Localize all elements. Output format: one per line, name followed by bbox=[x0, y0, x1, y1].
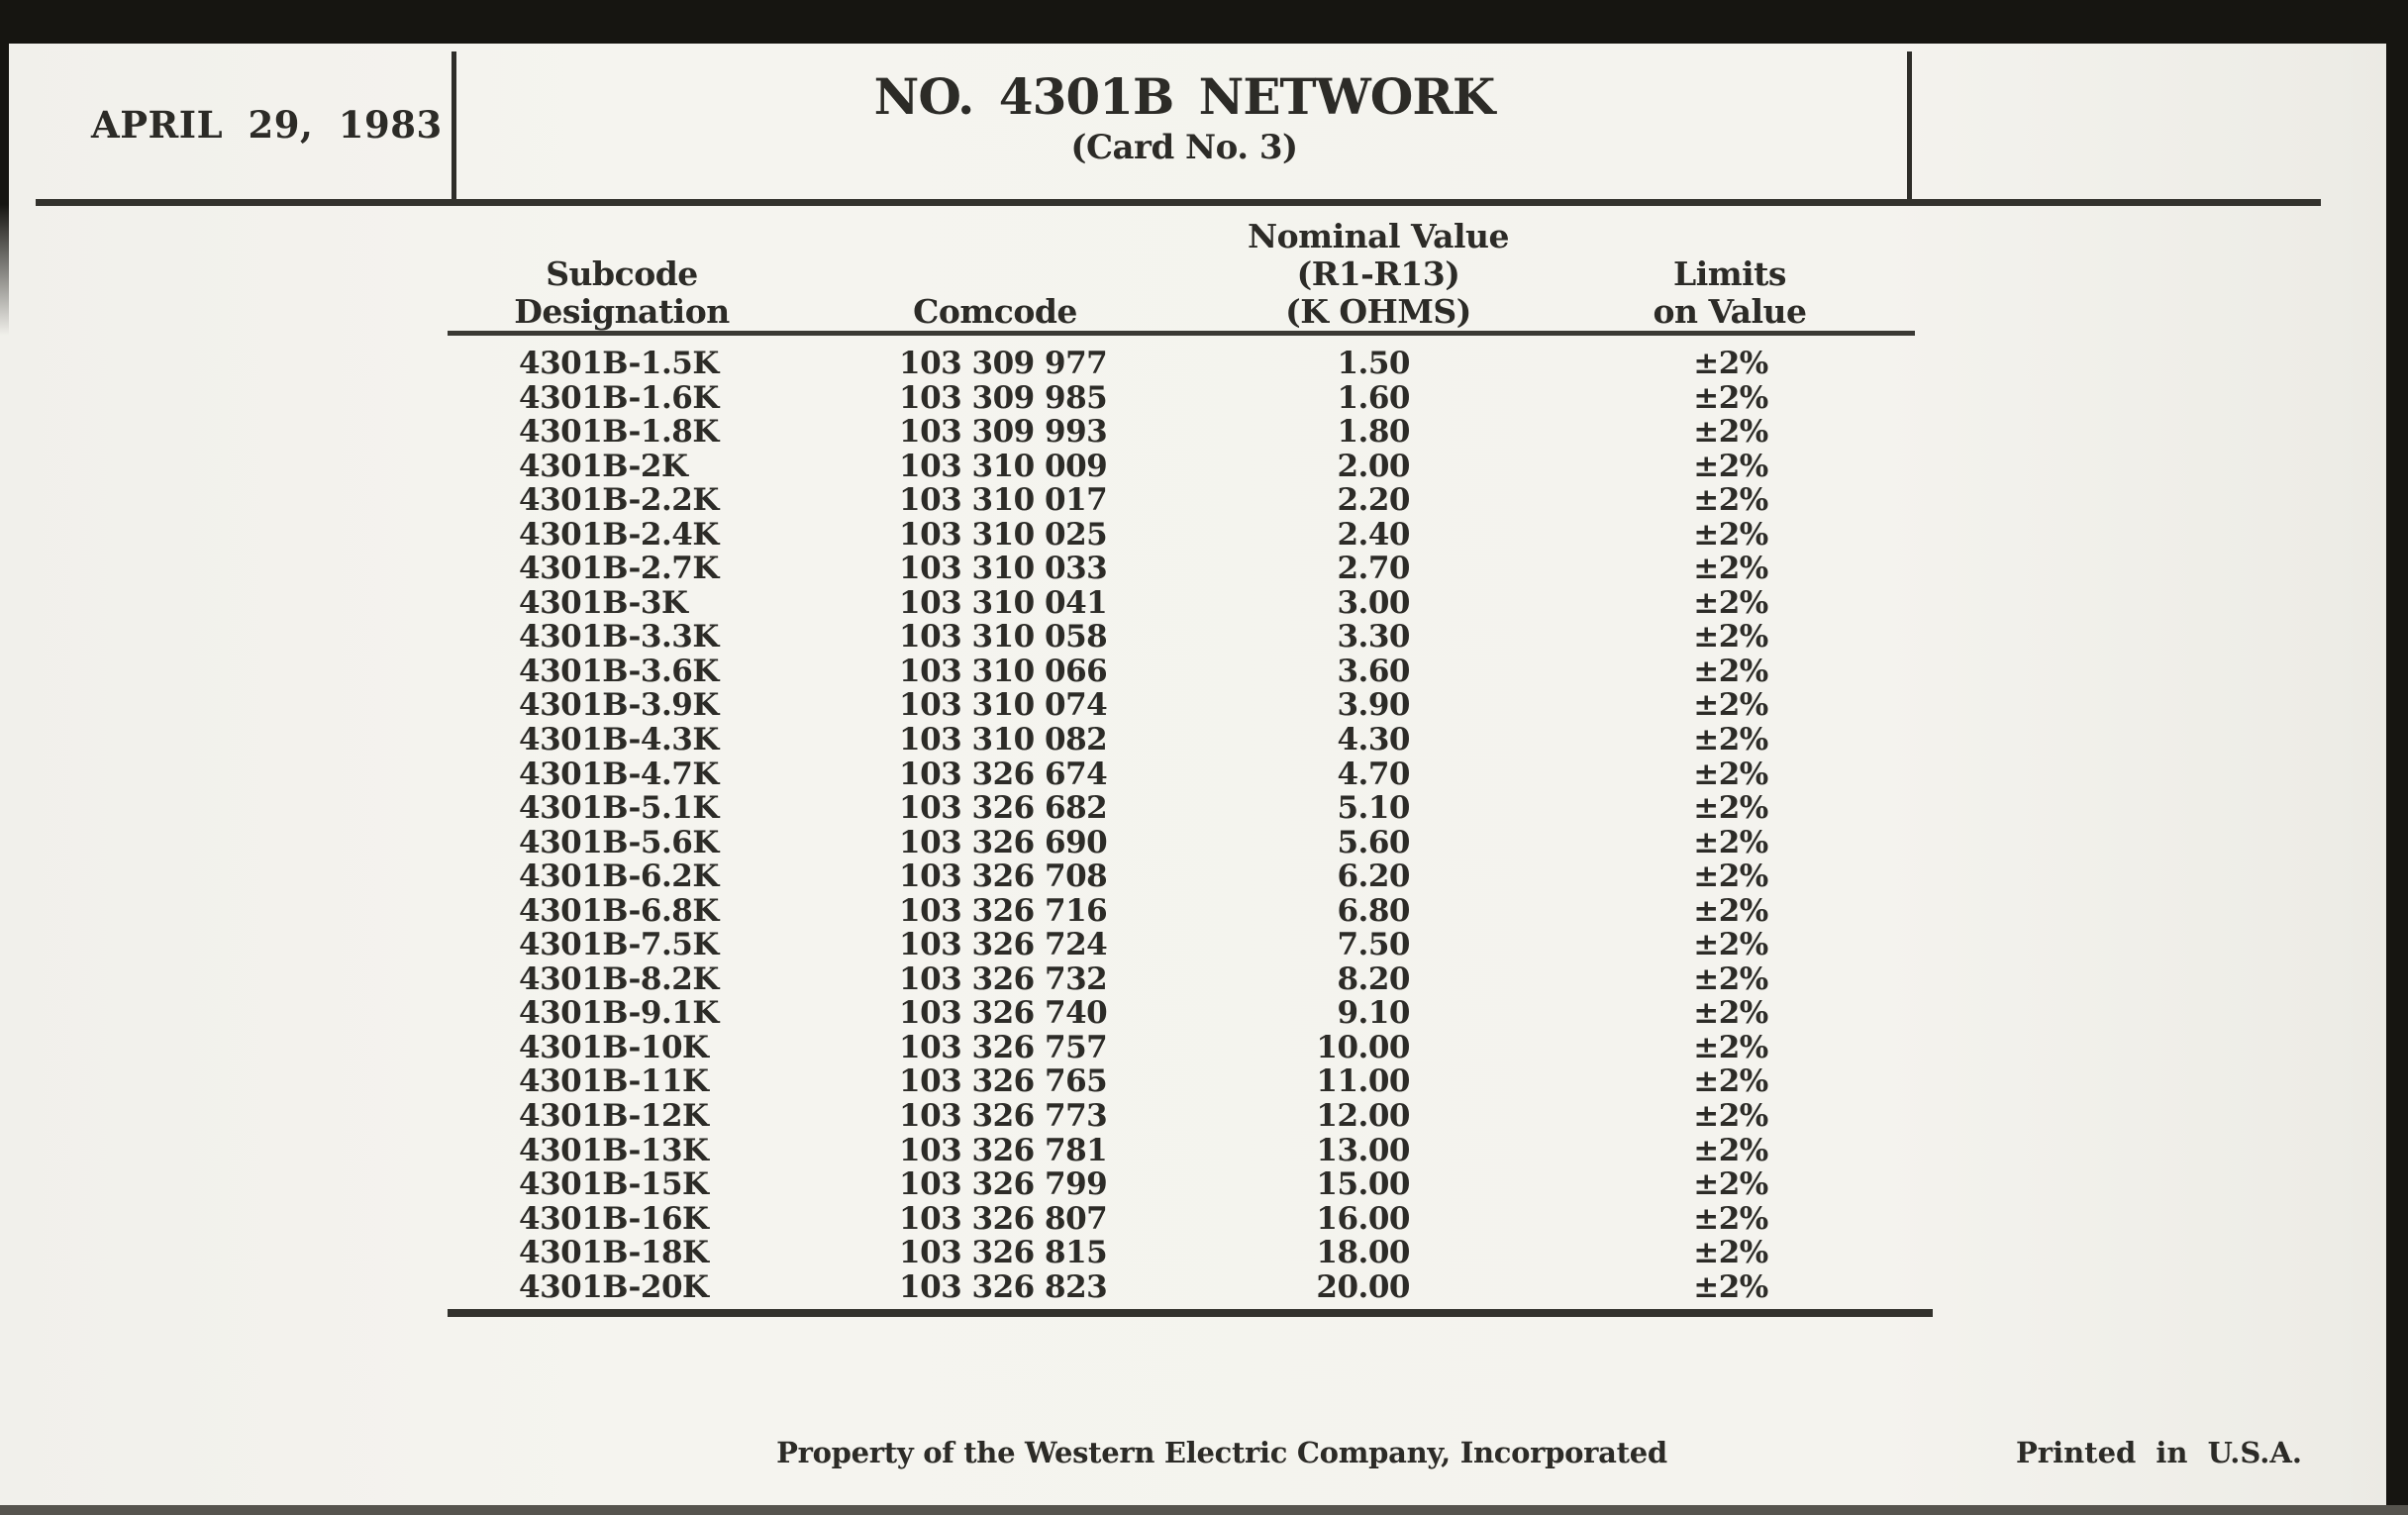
subcode-cell: 4301B-18K bbox=[519, 1235, 709, 1271]
nominal-value-cell: 3.60 bbox=[1337, 653, 1410, 689]
subcode-cell: 4301B-3.3K bbox=[519, 619, 719, 656]
comcode-cell: 103 309 985 bbox=[899, 379, 1108, 416]
subcode-cell: 4301B-15K bbox=[519, 1166, 709, 1203]
subcode-cell: 4301B-7.5K bbox=[519, 927, 719, 963]
limits-cell: ±2% bbox=[1693, 1200, 1768, 1237]
subcode-cell: 4301B-1.5K bbox=[519, 346, 719, 381]
nominal-value-cell: 3.00 bbox=[1337, 584, 1410, 621]
limits-cell: ±2% bbox=[1693, 756, 1768, 792]
limits-cell: ±2% bbox=[1693, 960, 1768, 997]
comcode-cell: 103 326 708 bbox=[899, 858, 1108, 895]
nominal-value-cell: 10.00 bbox=[1316, 1029, 1410, 1065]
table-header-underline bbox=[448, 331, 1915, 336]
table-row bbox=[448, 826, 1925, 860]
table-row bbox=[448, 758, 1925, 792]
comcode-cell: 103 326 765 bbox=[899, 1063, 1108, 1100]
limits-cell: ±2% bbox=[1693, 687, 1768, 724]
scan-edge-bottom bbox=[0, 1505, 2408, 1515]
nominal-value-cell: 16.00 bbox=[1316, 1200, 1410, 1237]
nominal-value-cell: 12.00 bbox=[1316, 1098, 1410, 1135]
scan-edge-left bbox=[0, 44, 9, 336]
nominal-value-cell: 7.50 bbox=[1337, 927, 1410, 963]
comcode-cell: 103 326 781 bbox=[899, 1132, 1108, 1168]
comcode-cell: 103 310 066 bbox=[899, 653, 1108, 689]
table-row bbox=[448, 688, 1925, 723]
limits-cell: ±2% bbox=[1693, 927, 1768, 963]
nominal-value-cell: 5.10 bbox=[1337, 790, 1410, 827]
table-row bbox=[448, 655, 1925, 689]
table-row bbox=[448, 1202, 1925, 1237]
subcode-cell: 4301B-5.6K bbox=[519, 824, 719, 860]
nominal-value-cell: 5.60 bbox=[1337, 824, 1410, 860]
limits-cell: ±2% bbox=[1693, 995, 1768, 1032]
limits-cell: ±2% bbox=[1693, 824, 1768, 860]
column-header-line: Limits bbox=[1672, 254, 1787, 293]
comcode-cell: 103 310 017 bbox=[899, 482, 1108, 519]
table-bottom-rule bbox=[448, 1309, 1933, 1317]
limits-cell: ±2% bbox=[1693, 1132, 1768, 1168]
table-row bbox=[448, 859, 1925, 894]
nominal-value-cell: 3.30 bbox=[1337, 619, 1410, 656]
nominal-value-cell: 4.70 bbox=[1337, 756, 1410, 792]
comcode-cell: 103 310 025 bbox=[899, 516, 1108, 553]
table-row bbox=[448, 928, 1925, 962]
column-header-line: on Value bbox=[1653, 292, 1807, 331]
comcode-cell: 103 326 823 bbox=[899, 1268, 1108, 1305]
table-row bbox=[448, 347, 1925, 381]
comcode-cell: 103 326 732 bbox=[899, 960, 1108, 997]
comcode-cell: 103 310 082 bbox=[899, 722, 1108, 758]
subcode-cell: 4301B-6.8K bbox=[519, 892, 719, 929]
nominal-value-cell: 20.00 bbox=[1316, 1268, 1410, 1305]
nominal-value-cell: 2.70 bbox=[1337, 551, 1410, 587]
comcode-cell: 103 326 724 bbox=[899, 927, 1108, 963]
comcode-cell: 103 326 690 bbox=[899, 824, 1108, 860]
limits-cell: ±2% bbox=[1693, 1098, 1768, 1135]
limits-cell: ±2% bbox=[1693, 892, 1768, 929]
comcode-cell: 103 326 740 bbox=[899, 995, 1108, 1032]
nominal-value-cell: 18.00 bbox=[1316, 1235, 1410, 1271]
comcode-cell: 103 326 682 bbox=[899, 790, 1108, 827]
printed-in-usa-notice: Printed in U.S.A. bbox=[2016, 1436, 2302, 1469]
nominal-value-cell: 2.40 bbox=[1337, 516, 1410, 553]
comcode-cell: 103 326 807 bbox=[899, 1200, 1108, 1237]
table-row bbox=[448, 415, 1925, 450]
subcode-cell: 4301B-3K bbox=[519, 584, 688, 621]
subcode-cell: 4301B-1.6K bbox=[519, 379, 719, 416]
limits-cell: ±2% bbox=[1693, 584, 1768, 621]
limits-cell: ±2% bbox=[1693, 653, 1768, 689]
table-row bbox=[448, 381, 1925, 416]
subcode-cell: 4301B-2.4K bbox=[519, 516, 719, 553]
limits-cell: ±2% bbox=[1693, 379, 1768, 416]
comcode-cell: 103 310 041 bbox=[899, 584, 1108, 621]
limits-cell: ±2% bbox=[1693, 414, 1768, 451]
subcode-cell: 4301B-2.2K bbox=[519, 482, 719, 519]
comcode-cell: 103 326 716 bbox=[899, 892, 1108, 929]
subcode-cell: 4301B-6.2K bbox=[519, 858, 719, 895]
nominal-value-cell: 6.20 bbox=[1337, 858, 1410, 895]
nominal-value-cell: 3.90 bbox=[1337, 687, 1410, 724]
column-header-line: Comcode bbox=[913, 292, 1077, 331]
column-header-line: (K OHMS) bbox=[1285, 292, 1471, 331]
table-row bbox=[448, 1031, 1925, 1065]
limits-cell: ±2% bbox=[1693, 551, 1768, 587]
subcode-cell: 4301B-16K bbox=[519, 1200, 709, 1237]
table-row bbox=[448, 723, 1925, 758]
table-row bbox=[448, 552, 1925, 586]
table-row bbox=[448, 586, 1925, 621]
column-header-line: Subcode bbox=[546, 254, 698, 293]
limits-cell: ±2% bbox=[1693, 516, 1768, 553]
nominal-value-cell: 1.60 bbox=[1337, 379, 1410, 416]
parts-table bbox=[448, 347, 1925, 1304]
page-subtitle: (Card No. 3) bbox=[1070, 128, 1298, 167]
subcode-cell: 4301B-1.8K bbox=[519, 414, 719, 451]
comcode-cell: 103 326 674 bbox=[899, 756, 1108, 792]
column-header-limits bbox=[1654, 255, 1807, 331]
table-row bbox=[448, 450, 1925, 484]
comcode-cell: 103 310 058 bbox=[899, 619, 1108, 656]
comcode-cell: 103 310 033 bbox=[899, 551, 1108, 587]
column-header-line: Designation bbox=[514, 292, 730, 331]
subcode-cell: 4301B-11K bbox=[519, 1063, 709, 1100]
table-row bbox=[448, 791, 1925, 826]
nominal-value-cell: 15.00 bbox=[1316, 1166, 1410, 1203]
column-header-subcode bbox=[514, 255, 729, 331]
nominal-value-cell: 4.30 bbox=[1337, 722, 1410, 758]
nominal-value-cell: 6.80 bbox=[1337, 892, 1410, 929]
limits-cell: ±2% bbox=[1693, 1166, 1768, 1203]
subcode-cell: 4301B-2K bbox=[519, 448, 688, 484]
subcode-cell: 4301B-13K bbox=[519, 1132, 709, 1168]
table-row bbox=[448, 894, 1925, 929]
column-header-nominal-value bbox=[1248, 218, 1509, 331]
table-row bbox=[448, 1236, 1925, 1270]
limits-cell: ±2% bbox=[1693, 858, 1768, 895]
header-divider-left bbox=[452, 51, 456, 200]
title-block bbox=[873, 67, 1495, 167]
nominal-value-cell: 11.00 bbox=[1316, 1063, 1410, 1100]
limits-cell: ±2% bbox=[1693, 619, 1768, 656]
limits-cell: ±2% bbox=[1693, 1063, 1768, 1100]
limits-cell: ±2% bbox=[1693, 346, 1768, 381]
limits-cell: ±2% bbox=[1693, 482, 1768, 519]
comcode-cell: 103 326 799 bbox=[899, 1166, 1108, 1203]
column-header-line: (R1-R13) bbox=[1296, 254, 1460, 293]
comcode-cell: 103 326 815 bbox=[899, 1235, 1108, 1271]
subcode-cell: 4301B-12K bbox=[519, 1098, 709, 1135]
subcode-cell: 4301B-9.1K bbox=[519, 995, 719, 1032]
table-row bbox=[448, 1167, 1925, 1202]
subcode-cell: 4301B-3.6K bbox=[519, 653, 719, 689]
comcode-cell: 103 309 993 bbox=[899, 414, 1108, 451]
table-row bbox=[448, 1134, 1925, 1168]
document-date: APRIL 29, 1983 bbox=[91, 103, 443, 147]
subcode-cell: 4301B-3.9K bbox=[519, 687, 719, 724]
limits-cell: ±2% bbox=[1693, 722, 1768, 758]
scan-edge-right bbox=[2386, 36, 2408, 1515]
subcode-cell: 4301B-4.3K bbox=[519, 722, 719, 758]
nominal-value-cell: 8.20 bbox=[1337, 960, 1410, 997]
nominal-value-cell: 2.20 bbox=[1337, 482, 1410, 519]
limits-cell: ±2% bbox=[1693, 790, 1768, 827]
limits-cell: ±2% bbox=[1693, 1268, 1768, 1305]
table-row bbox=[448, 518, 1925, 553]
table-row bbox=[448, 620, 1925, 655]
limits-cell: ±2% bbox=[1693, 1029, 1768, 1065]
table-row bbox=[448, 483, 1925, 518]
column-header-line: Nominal Value bbox=[1247, 217, 1510, 255]
page-title: NO. 4301B NETWORK bbox=[873, 67, 1495, 126]
nominal-value-cell: 9.10 bbox=[1337, 995, 1410, 1032]
nominal-value-cell: 13.00 bbox=[1316, 1132, 1410, 1168]
comcode-cell: 103 309 977 bbox=[899, 346, 1108, 381]
subcode-cell: 4301B-8.2K bbox=[519, 960, 719, 997]
nominal-value-cell: 2.00 bbox=[1337, 448, 1410, 484]
comcode-cell: 103 310 074 bbox=[899, 687, 1108, 724]
header-divider-right bbox=[1907, 51, 1912, 200]
subcode-cell: 4301B-20K bbox=[519, 1268, 709, 1305]
column-header-comcode bbox=[913, 293, 1077, 331]
subcode-cell: 4301B-2.7K bbox=[519, 551, 719, 587]
scan-edge-top bbox=[0, 0, 2408, 44]
limits-cell: ±2% bbox=[1693, 448, 1768, 484]
subcode-cell: 4301B-5.1K bbox=[519, 790, 719, 827]
comcode-cell: 103 326 757 bbox=[899, 1029, 1108, 1065]
nominal-value-cell: 1.80 bbox=[1337, 414, 1410, 451]
table-row bbox=[448, 1270, 1925, 1305]
nominal-value-cell: 1.50 bbox=[1337, 346, 1410, 381]
header-rule bbox=[36, 199, 2321, 206]
table-row bbox=[448, 962, 1925, 997]
subcode-cell: 4301B-4.7K bbox=[519, 756, 719, 792]
table-row bbox=[448, 1064, 1925, 1099]
table-row bbox=[448, 996, 1925, 1031]
comcode-cell: 103 310 009 bbox=[899, 448, 1108, 484]
table-row bbox=[448, 1099, 1925, 1134]
subcode-cell: 4301B-10K bbox=[519, 1029, 709, 1065]
comcode-cell: 103 326 773 bbox=[899, 1098, 1108, 1135]
property-notice: Property of the Western Electric Company, Incorporated bbox=[776, 1436, 1667, 1469]
limits-cell: ±2% bbox=[1693, 1235, 1768, 1271]
